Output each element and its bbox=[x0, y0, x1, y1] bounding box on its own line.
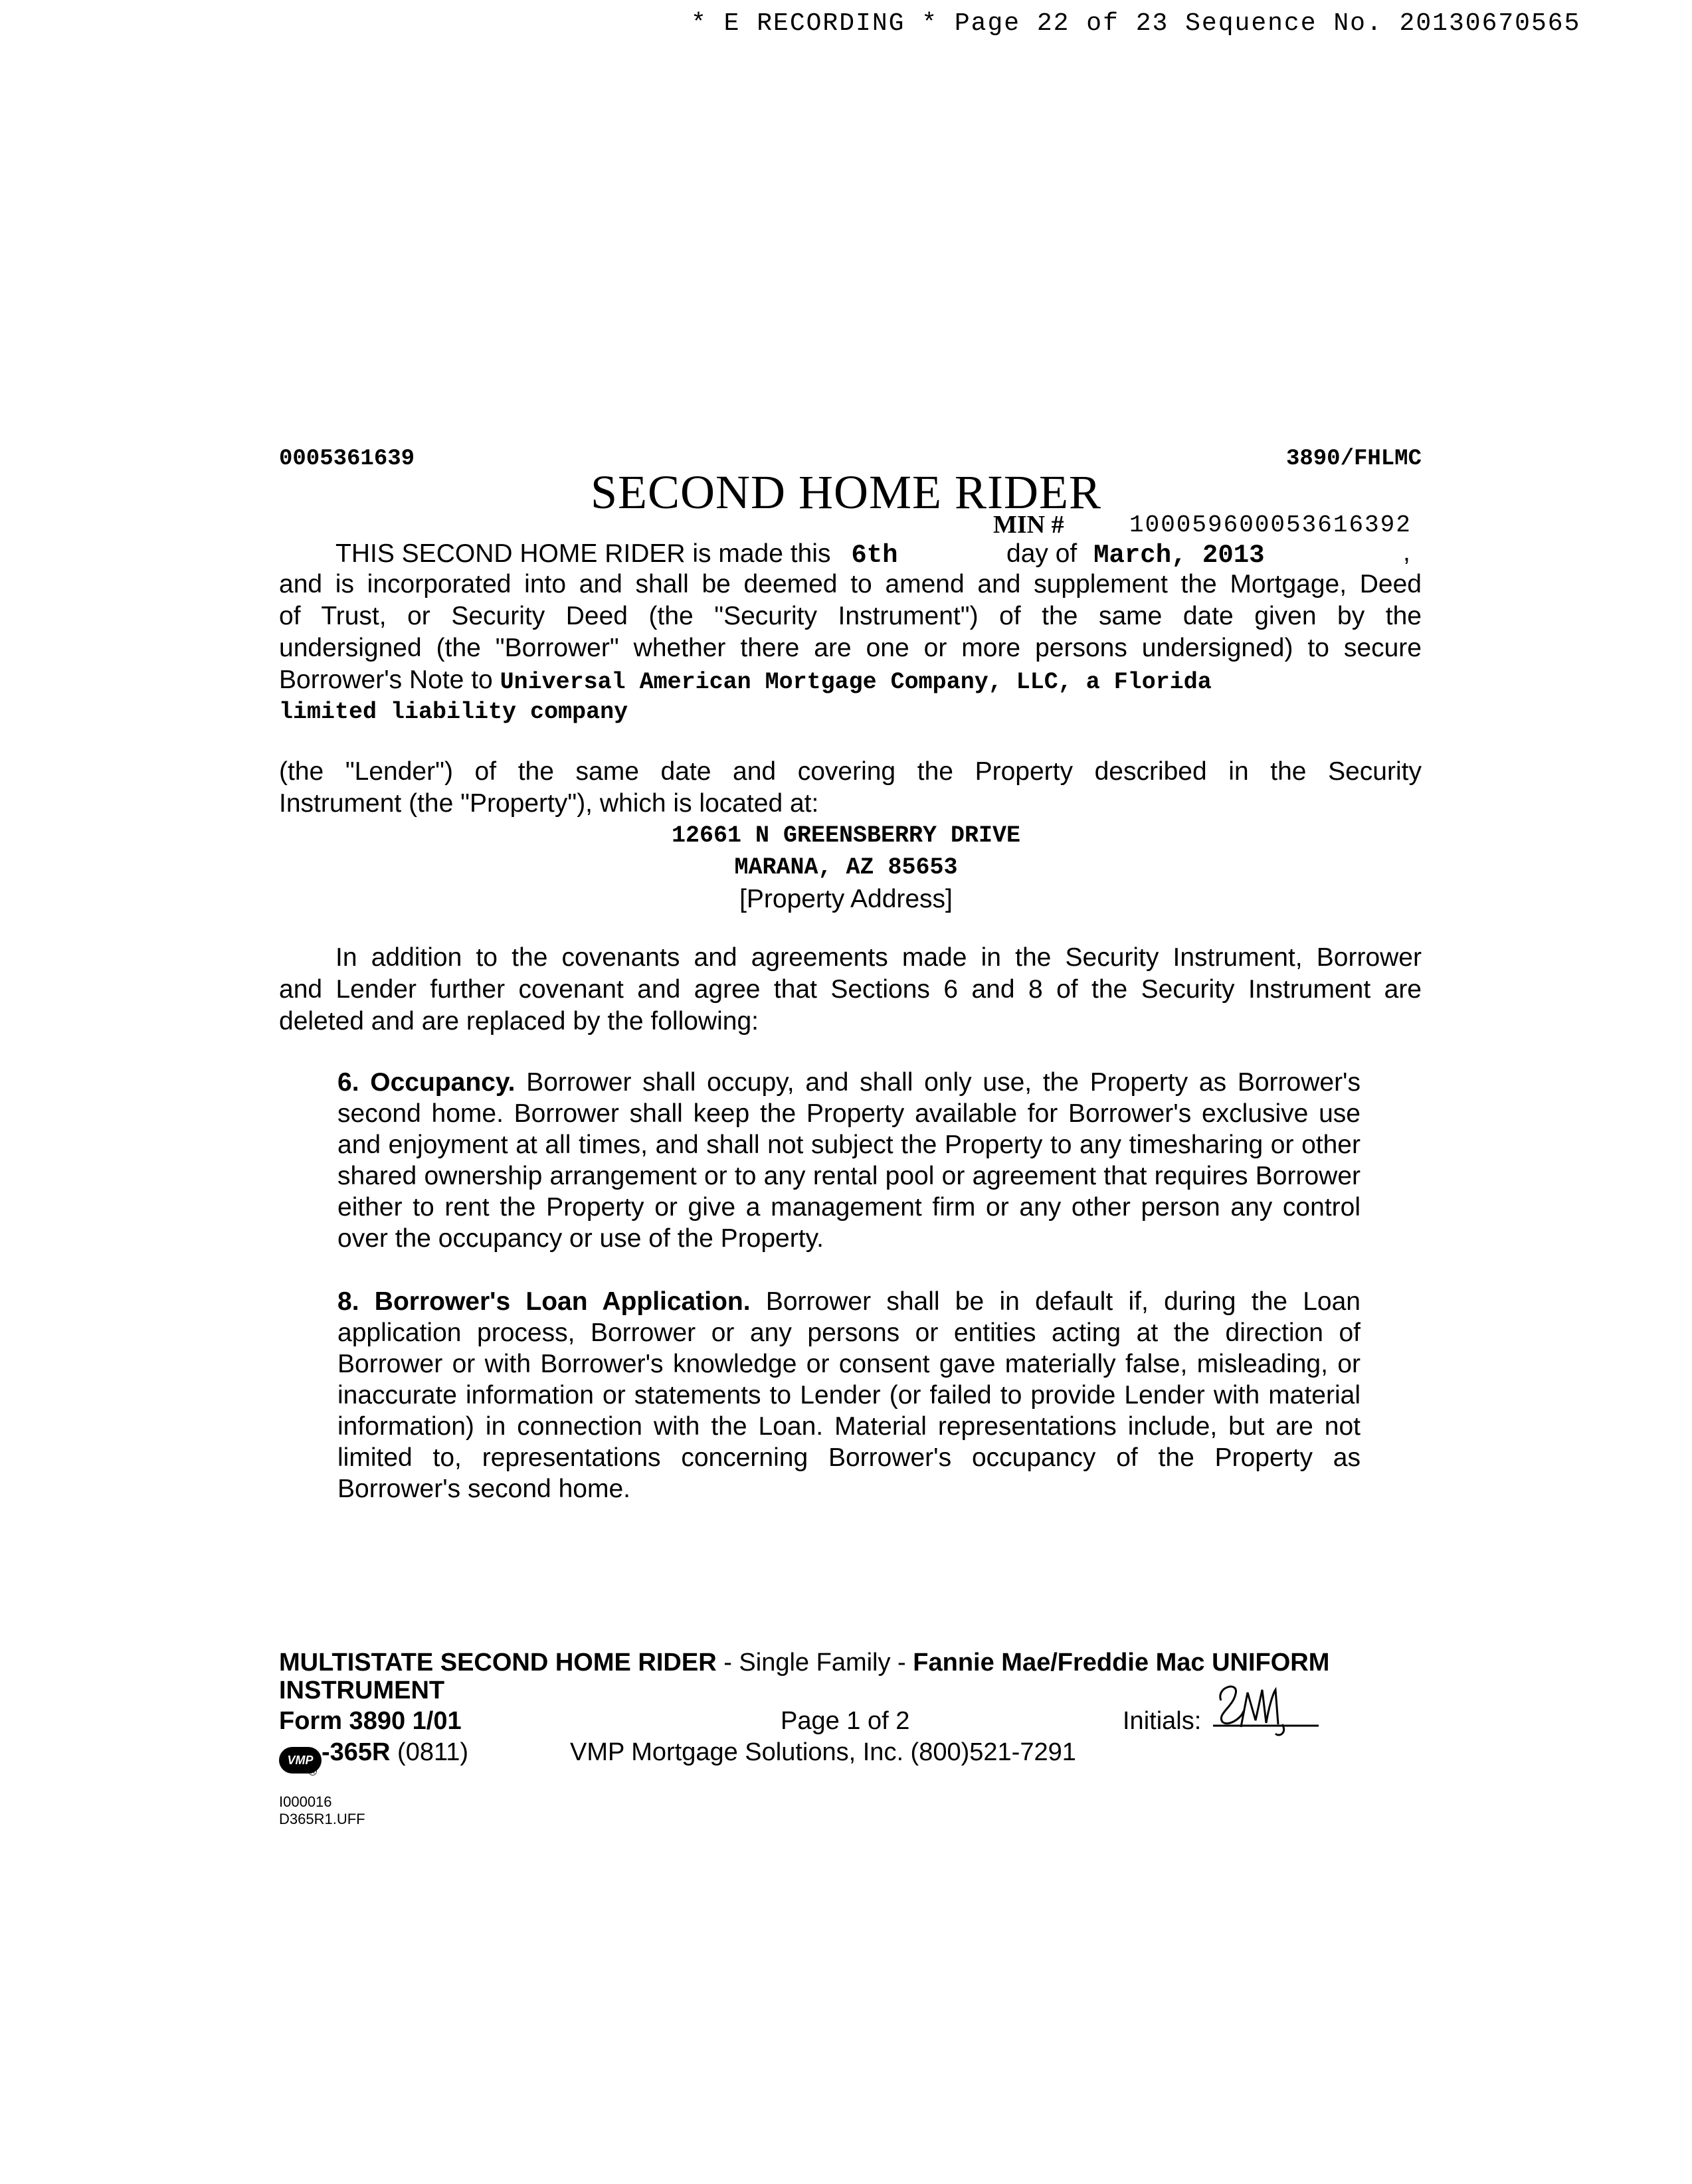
note-to-label: Borrower's Note to bbox=[279, 666, 493, 694]
code-plain: (0811) bbox=[390, 1738, 469, 1766]
registered-mark: ® bbox=[308, 1765, 318, 1778]
property-street: 12661 N GREENSBERRY DRIVE bbox=[671, 822, 1021, 849]
section-8-heading: 8. Borrower's Loan Application. bbox=[337, 1287, 751, 1316]
intro-prefix: THIS SECOND HOME RIDER is made this bbox=[335, 539, 831, 568]
footer-page-number: Page 1 of 2 bbox=[781, 1707, 910, 1735]
initials-signature bbox=[1209, 1681, 1322, 1740]
lender-name-2: limited liability company bbox=[279, 699, 628, 725]
footer-form-number: Form 3890 1/01 bbox=[279, 1707, 462, 1735]
section-6-text: Borrower shall occupy, and shall only use, the Property as Borrower's second home. Borrower shall keep the Property available for Borrower's exclusive use and enjoyment at all times, and shall not subject the Property to any timesharing or other shared ownership arrangement or to any rental pool or agreement that requires Borrower either to rent the Property or give a management firm or any other person any control over the occupancy or use of the Property. bbox=[337, 1068, 1361, 1253]
section-8-text: Borrower shall be in default if, during the Loan application process, Borrower or any persons or entities acting at the direction of Borrower or with Borrower's knowledge or consent gave materially false, misleading, or inaccurate information or statements to Lender (or failed to provide Lender with material information) in connection with the Loan. Material representations include, but are not limited to, representations concerning Borrower's occupancy of the Property as Borrower's second home. bbox=[337, 1287, 1361, 1503]
min-label: MIN # bbox=[993, 511, 1064, 539]
property-city-state-zip: MARANA, AZ 85653 bbox=[734, 854, 958, 881]
day-of-label: day of bbox=[1006, 539, 1078, 568]
day-value: 6th bbox=[851, 541, 898, 570]
intro-date bbox=[1006, 539, 1265, 570]
document-ids bbox=[279, 1793, 365, 1828]
code-bold: -365R bbox=[322, 1738, 391, 1766]
intro-line-7: Instrument (the "Property"), which is located at: bbox=[279, 789, 819, 818]
covenants-line-1: In addition to the covenants and agreements made in the Security Instrument, Borrower bbox=[335, 943, 1422, 972]
intro-line-2: and is incorporated into and shall be deemed to amend and supplement the Mortgage, Deed bbox=[279, 570, 1422, 598]
month-year-value: March, 2013 bbox=[1093, 541, 1265, 570]
covenants-line-3: deleted and are replaced by the following: bbox=[279, 1007, 759, 1036]
lender-name-1: Universal American Mortgage Company, LLC, a Florida bbox=[500, 669, 1212, 695]
intro-line-3: of Trust, or Security Deed (the "Security Instrument") of the same date given by the bbox=[279, 602, 1422, 630]
intro-line-1 bbox=[335, 539, 898, 570]
initials-label: Initials: bbox=[1123, 1707, 1202, 1735]
document-title: SECOND HOME RIDER bbox=[590, 466, 1102, 519]
min-number: 100059600053616392 bbox=[1129, 511, 1412, 539]
section-6-occupancy bbox=[337, 1067, 1361, 1254]
covenants-line-2: and Lender further covenant and agree that Sections 6 and 8 of the Security Instrument are bbox=[279, 975, 1422, 1004]
doc-id-2: D365R1.UFF bbox=[279, 1811, 365, 1827]
loan-number: 0005361639 bbox=[279, 446, 415, 472]
intro-comma: , bbox=[1403, 538, 1410, 567]
section-6-heading: 6. Occupancy. bbox=[337, 1068, 516, 1097]
intro-line-5 bbox=[279, 666, 1212, 695]
doc-id-1: I000016 bbox=[279, 1793, 332, 1810]
recording-header: * E RECORDING * Page 22 of 23 Sequence No. 20130670565 bbox=[691, 9, 1581, 38]
intro-line-6: (the "Lender") of the same date and covering the Property described in the Security bbox=[279, 757, 1422, 786]
footer-title-plain: - Single Family - bbox=[716, 1649, 913, 1677]
footer-title-bold-1: MULTISTATE SECOND HOME RIDER bbox=[279, 1649, 717, 1677]
section-8-loan-application bbox=[337, 1286, 1361, 1504]
footer-form-code bbox=[279, 1738, 469, 1778]
property-address-label: [Property Address] bbox=[739, 885, 953, 913]
vmp-logo: VMP bbox=[279, 1747, 322, 1774]
intro-line-4: undersigned (the "Borrower" whether there are one or more persons undersigned) to secure bbox=[279, 634, 1422, 662]
footer-initials bbox=[1123, 1707, 1201, 1736]
footer-title-bold-2: Fannie Mae/Freddie Mac UNIFORM INSTRUMENT bbox=[279, 1649, 1330, 1704]
footer-vmp-company: VMP Mortgage Solutions, Inc. (800)521-7291 bbox=[570, 1738, 1076, 1766]
form-code: 3890/FHLMC bbox=[1285, 446, 1422, 472]
